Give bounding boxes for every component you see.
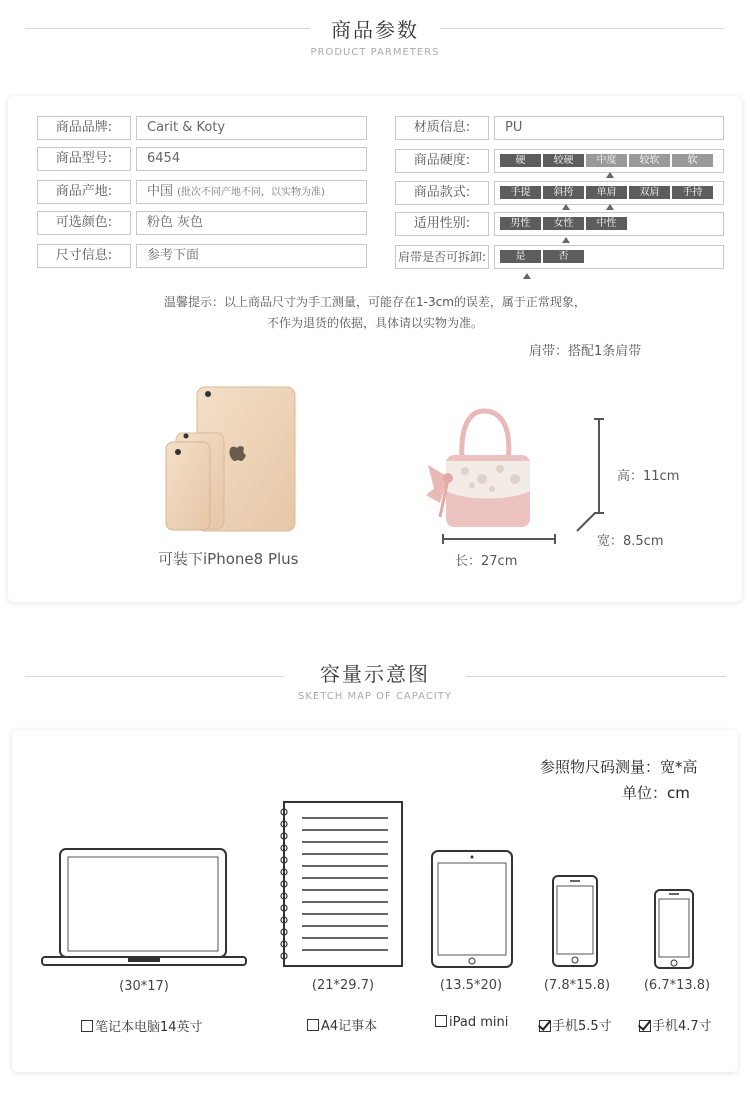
option-chip: 否 [543,250,584,263]
ipad-mini-icon [431,850,513,968]
param-value: 6454 [136,147,367,171]
capacity-size-laptop: (30*17) [119,979,169,994]
capacity-size-phone-5-5: (7.8*15.8) [543,978,611,993]
option-chip: 硬 [500,154,541,167]
param-value: Carit & Koty [136,116,367,140]
hardness-options [500,154,713,167]
origin-value: 中国 [147,184,174,199]
phone-4-7-icon [654,889,694,969]
width-label: 宽：8.5cm [597,534,664,549]
hardness-marker-icon [606,172,614,178]
reference-line-1: 参照物尺码测量：宽*高 [540,758,698,776]
handbag-illustration [420,405,550,535]
section-params-title-cn: 商品参数 [331,18,419,42]
capacity-item-laptop [81,1016,203,1035]
unchecked-box-icon [307,1019,319,1031]
option-chip: 手持 [672,186,713,199]
height-ruler [598,418,600,514]
section-capacity-title [0,658,750,702]
length-ruler-cap-left [442,534,444,544]
capacity-item-ipad [435,1015,508,1030]
section-capacity-title-cn: 容量示意图 [320,662,430,686]
capacity-item-phone-4-7 [638,1015,712,1034]
checked-box-icon [538,1019,550,1031]
reference-line-2: 单位：cm [622,784,690,802]
option-chip: 软 [672,154,713,167]
capacity-item-notebook [307,1015,377,1034]
capacity-size-phone-4-7: (6.7*13.8) [643,978,711,993]
strap-marker-icon [523,273,531,279]
gender-options [500,217,627,230]
unchecked-box-icon [81,1020,93,1032]
phone-5-5-icon [552,875,598,967]
laptop-icon [40,845,248,969]
option-chip: 手提 [500,186,541,199]
style-marker-icon [606,204,614,210]
param-label: 商品品牌: [37,116,131,140]
param-label: 商品型号: [37,147,131,171]
option-chip: 男性 [500,217,541,230]
length-label: 长：27cm [455,554,518,569]
warm-tip-line-1: 温馨提示：以上商品尺寸为手工测量，可能存在1-3cm的误差，属于正常现象， [164,295,586,309]
option-chip: 较软 [629,154,670,167]
section-params-title-en: PRODUCT PARMETERS [310,47,440,58]
param-label: 商品产地: [37,180,131,204]
style-marker-icon [562,204,570,210]
height-ruler-cap-top [594,418,604,420]
capacity-item-label: 手机4.7寸 [652,1019,712,1034]
device-caption: 可装下iPhone8 Plus [158,550,299,568]
length-ruler [442,538,556,540]
option-chip: 双肩 [629,186,670,199]
capacity-item-label: 手机5.5寸 [552,1019,612,1034]
param-value [136,180,367,204]
param-label: 尺寸信息: [37,244,131,268]
param-value: PU [494,116,724,140]
strap-options [500,250,584,263]
capacity-size-ipad: (13.5*20) [439,978,503,993]
capacity-item-label: iPad mini [449,1015,509,1030]
param-label: 适用性别: [395,212,489,236]
section-params-title [0,14,750,58]
style-options [500,186,713,199]
unchecked-box-icon [435,1015,447,1027]
param-label: 商品硬度: [395,149,489,173]
capacity-item-label: A4记事本 [321,1019,378,1034]
section-capacity-title-en: SKETCH MAP OF CAPACITY [298,691,452,702]
gender-marker-icon [562,237,570,243]
height-label: 高：11cm [617,469,680,484]
notebook-icon [278,800,404,968]
warm-tip-line-2: 不作为退货的依据，具体请以实物为准。 [266,316,483,330]
capacity-item-label: 笔记本电脑14英寸 [95,1020,203,1035]
param-label: 商品款式: [395,181,489,205]
iphone-ipad-illustration [160,384,300,534]
param-label: 材质信息: [395,116,489,140]
option-chip: 女性 [543,217,584,230]
param-value: 粉色 灰色 [136,211,367,235]
param-label: 肩带是否可拆卸: [395,245,489,269]
origin-note: (批次不同产地不同，以实物为准) [177,187,325,198]
option-chip: 中性 [586,217,627,230]
param-label: 可选颜色: [37,211,131,235]
param-value: 参考下面 [136,244,367,268]
capacity-size-notebook: (21*29.7) [311,978,375,993]
option-chip: 中度 [586,154,627,167]
option-chip: 是 [500,250,541,263]
capacity-item-phone-5-5 [538,1015,612,1034]
option-chip: 单肩 [586,186,627,199]
option-chip: 斜挎 [543,186,584,199]
length-ruler-cap-right [554,534,556,544]
strap-note: 肩带：搭配1条肩带 [529,344,642,359]
option-chip: 较硬 [543,154,584,167]
checked-box-icon [638,1019,650,1031]
